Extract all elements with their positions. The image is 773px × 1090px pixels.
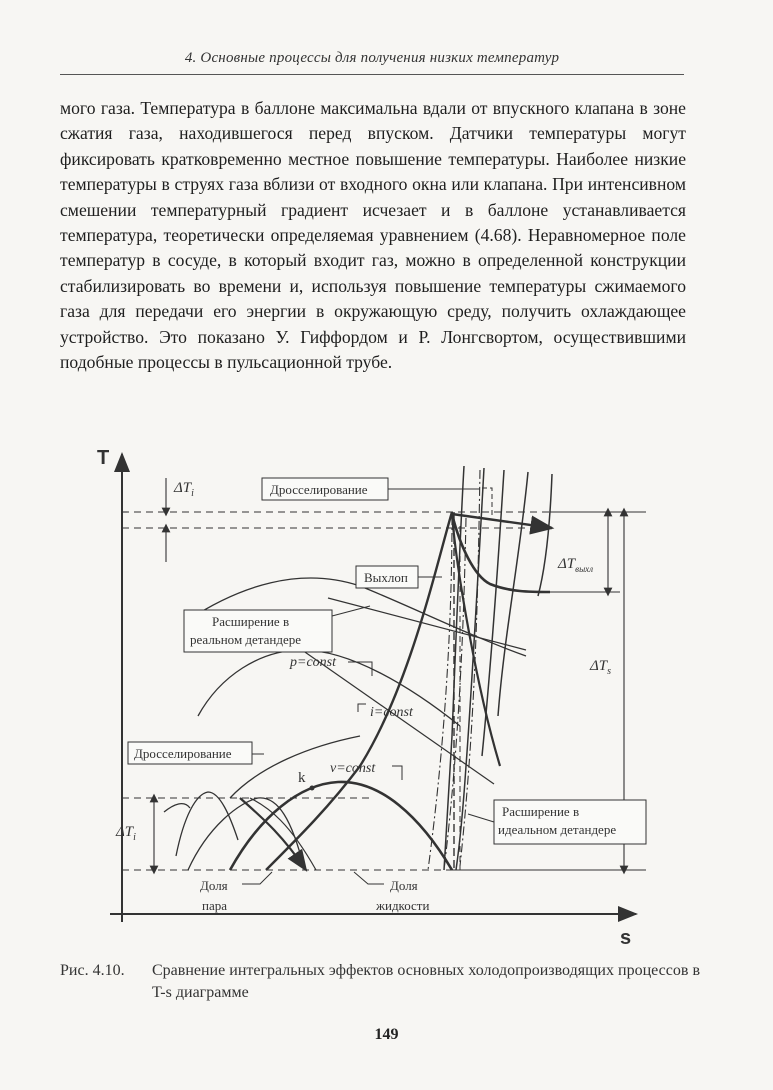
label-liquid-fraction <box>354 872 429 913</box>
label-real-expander <box>184 606 370 652</box>
s-axis-label: s <box>620 927 632 949</box>
label-throttling-top <box>262 478 480 500</box>
label-throttling-bottom <box>128 742 264 764</box>
svg-text:реальном детандере: реальном детандере <box>190 632 302 647</box>
delta-ts-label: $\Delta T_s$ <box>590 658 612 677</box>
label-v-const <box>330 761 402 780</box>
svg-text:идеальном детандере: идеальном детандере <box>498 822 617 837</box>
delta-ti-top-label: $\Delta T_i$ <box>174 480 194 499</box>
body-paragraph: мого газа. Температура в баллоне максимальна вдали от впускного клапана в зоне сжатия газа, находившегося перед впуском. Датчики температуры могут фиксировать кратковременно местное повышение температуры. Наиболее низкие температуры в струях газа вблизи от входного окна или клапана. При интенсивном смешении температурный градиент исчезает и в баллоне устанавливается температура, теоретически определяемая уравнением (4.68). Неравномерное поле температур в сосуде, в который входит газ, можно в определенной конструкции стабилизировать во времени и, используя повышение температуры сжимаемого газа для передачи его энергии в окружающую среду, получить охлаждающее устройство. Это показано У. Гиффордом и Р. Лонгсвортом, осуществившими подобные процессы в пульсационной трубе. <box>60 98 686 373</box>
svg-text:пара: пара <box>202 898 227 913</box>
ts-diagram <box>80 436 680 956</box>
label-i-const <box>358 704 414 720</box>
saturation-dome <box>230 782 452 870</box>
running-header: 4. Основные процессы для получения низких температур <box>184 50 560 66</box>
svg-text:p=const: p=const <box>290 655 336 670</box>
caption-label: Рис. 4.10. <box>60 962 125 979</box>
svg-text:Дросселирование: Дросселирование <box>270 482 368 497</box>
svg-text:Расширение в: Расширение в <box>502 804 580 819</box>
page-number: 149 <box>374 1026 399 1043</box>
label-p-const <box>289 655 372 676</box>
body-text <box>60 96 686 375</box>
svg-text:i=const: i=const <box>370 705 413 720</box>
ts-diagram-figure <box>80 436 680 956</box>
t-axis-label: T <box>97 447 110 469</box>
label-vapor-fraction <box>200 872 272 913</box>
label-ideal-expander <box>468 800 646 844</box>
svg-text:Доля: Доля <box>200 878 228 893</box>
svg-text:Расширение в: Расширение в <box>212 614 290 629</box>
svg-text:Доля: Доля <box>390 878 418 893</box>
svg-text:Выхлоп: Выхлоп <box>364 570 408 585</box>
critical-point-label: k <box>298 770 306 786</box>
caption-text: Сравнение интегральных эффектов основных холодопроизводящих процессов в T-s диаграмме <box>152 962 700 1001</box>
critical-point-marker <box>310 786 315 791</box>
svg-text:v=const: v=const <box>330 761 376 776</box>
svg-text:Дросселирование: Дросселирование <box>134 746 232 761</box>
header-rule <box>60 74 684 75</box>
label-exhaust <box>356 566 442 588</box>
svg-text:жидкости: жидкости <box>376 898 430 913</box>
delta-t-exhaust-label: $\Delta T_{выхл}$ <box>558 556 594 574</box>
delta-ti-bottom-label: $\Delta T_i$ <box>116 824 136 843</box>
